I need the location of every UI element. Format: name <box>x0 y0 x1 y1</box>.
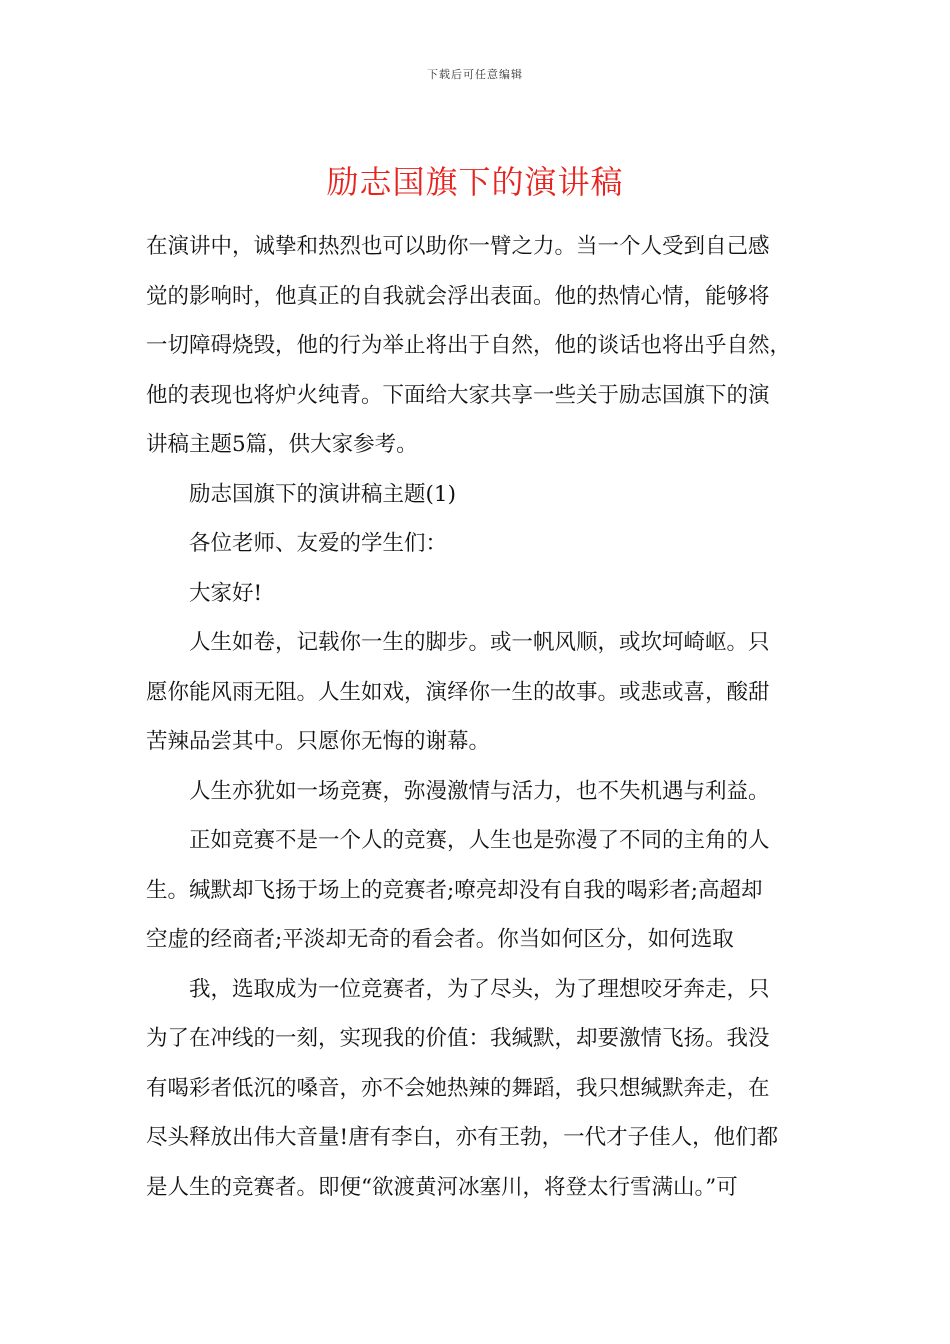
body-line: 人生亦犹如一场竞赛，弥漫激情与活力，也不失机遇与利益。 <box>189 778 770 804</box>
body-line: 生。缄默却飞扬于场上的竞赛者;嘹亮却没有自我的喝彩者;高超却 <box>146 877 763 903</box>
body-line: 一切障碍烧毁，他的行为举止将出于自然，他的谈话也将出乎自然， <box>146 333 792 358</box>
body-line: 人生如卷，记载你一生的脚步。或一帆风顺，或坎坷崎岖。只 <box>189 630 770 655</box>
body-line: 正如竞赛不是一个人的竞赛，人生也是弥漫了不同的主角的人 <box>189 828 770 853</box>
body-line: 空虚的经商者;平淡却无奇的看会者。你当如何区分，如何选取 <box>146 927 734 952</box>
document-title: 励志国旗下的演讲稿 <box>326 163 624 202</box>
section-heading: 励志国旗下的演讲稿主题(1) <box>189 481 456 507</box>
header-note: 下载后可任意编辑 <box>427 68 523 81</box>
body-line: 在演讲中，诚挚和热烈也可以助你一臂之力。当一个人受到自己感 <box>146 234 770 259</box>
body-line: 尽头释放出伟大音量!唐有李白，亦有王勃，一代才子佳人，他们都 <box>146 1125 779 1150</box>
body-line: 讲稿主题5篇，供大家参考。 <box>146 432 418 457</box>
body-line: 有喝彩者低沉的嗓音，亦不会她热辣的舞蹈，我只想缄默奔走，在 <box>146 1075 770 1101</box>
body-line: 为了在冲线的一刻，实现我的价值：我缄默，却要激情飞扬。我没 <box>146 1026 770 1051</box>
document-body <box>146 222 806 1212</box>
body-line: 觉的影响时，他真正的自我就会浮出表面。他的热情心情，能够将 <box>146 283 770 309</box>
body-line: 愿你能风雨无阻。人生如戏，演绎你一生的故事。或悲或喜，酸甜 <box>146 679 770 705</box>
greeting: 大家好! <box>189 580 263 606</box>
body-line: 他的表现也将炉火纯青。下面给大家共享一些关于励志国旗下的演 <box>146 382 770 408</box>
salutation: 各位老师、友爱的学生们： <box>189 531 448 556</box>
body-line: 苦辣品尝其中。只愿你无悔的谢幕。 <box>146 729 491 754</box>
body-line: 我，选取成为一位竞赛者，为了尽头，为了理想咬牙奔走，只 <box>189 976 770 1002</box>
body-line: 是人生的竞赛者。即便“欲渡黄河冰塞川，将登太行雪满山。”可 <box>146 1174 738 1200</box>
